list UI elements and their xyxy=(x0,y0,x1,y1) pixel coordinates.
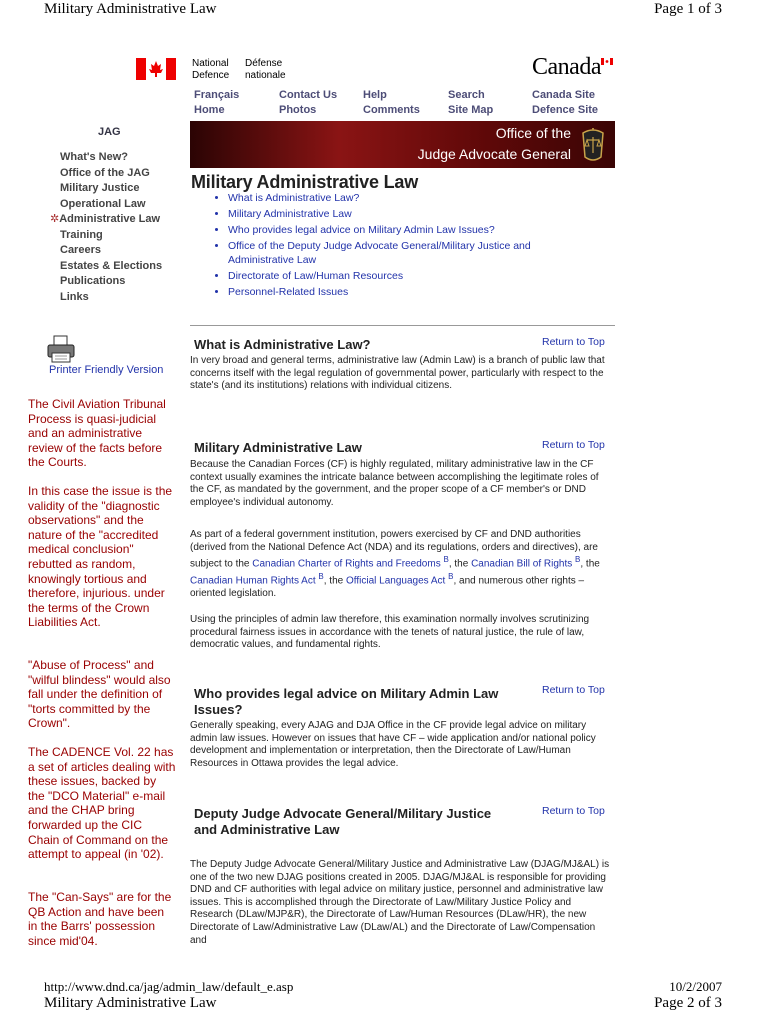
banner-line1: Office of the xyxy=(495,125,571,141)
topnav-sitemap-link[interactable]: Site Map xyxy=(448,104,494,116)
sidebar-nav xyxy=(50,150,163,305)
section-paragraph: Generally speaking, every AJAG and DJA Office in the CF provide legal advice on military admin law issues. However on issues that have CF – wide application and/or national policy development and implementation or interpretation, then the Directorate of Law/Human Resources in Ottawa provides the legal advice. xyxy=(190,720,596,769)
section-paragraph: In very broad and general terms, administrative law (Admin Law) is a branch of public law that concerns itself with the legal regulation of governmental power, particularly with respect to the state's (and its institutions) relations with individual citizens. xyxy=(190,355,605,392)
topnav-francais-link[interactable]: Français xyxy=(194,89,240,101)
sidenote-3: "Abuse of Process" and "wilful blindess" would also fall under the definition of "torts committed by the Crown". xyxy=(28,658,171,731)
section-paragraph: Because the Canadian Forces (CF) is highly regulated, military administrative law in the CF context usually examines the intricate balance between accomplishing the legitimate roles of the CF, as mandated by the government, and the proper scope of a CF member's or DND employee's individual autonomy. xyxy=(190,459,599,508)
printer-icon[interactable] xyxy=(46,334,76,364)
sidebar-title: JAG xyxy=(98,126,121,138)
bill-of-rights-link[interactable]: Canadian Bill of Rights xyxy=(471,558,573,570)
sidebar-item-administrative-law[interactable] xyxy=(50,212,162,228)
section-paragraph: Using the principles of admin law therefore, this examination normally involves scrutinizing procedural fairness issues in accordance with the tenets of natural justice, the rule of law, democratic values, and fundamental rights. xyxy=(190,614,590,651)
topnav-help-link[interactable]: Help xyxy=(363,89,387,101)
dept-en-line2: Defence xyxy=(192,70,230,81)
topnav-contact-link[interactable]: Contact Us xyxy=(279,89,338,101)
topnav-col-4 xyxy=(448,88,493,118)
sidebar-item-careers[interactable]: Careers xyxy=(60,244,101,256)
section-heading: What is Administrative Law? xyxy=(194,337,371,352)
toc-link[interactable]: • Who provides legal advice on Military Admin Law Issues? xyxy=(228,224,588,238)
section-heading: Deputy Judge Advocate General/Military Justice and Administrative Law xyxy=(194,806,492,837)
sidenote-5: The "Can-Says" are for the QB Action and have been in the Barrs' possession since mid'04. xyxy=(28,890,172,948)
paragraph-text: , and numerous other rights – oriented legislation. xyxy=(190,575,585,600)
topnav-defence-site-link[interactable]: Defence Site xyxy=(532,104,599,116)
return-to-top-link[interactable]: Return to Top xyxy=(542,336,605,348)
print-footer-page: Page 2 of 3 xyxy=(654,995,722,1011)
return-to-top-link[interactable]: Return to Top xyxy=(542,805,605,817)
sidebar-item-office[interactable]: Office of the JAG xyxy=(60,166,150,179)
return-to-top-link[interactable]: Return to Top xyxy=(542,684,605,696)
print-footer-url: http://www.dnd.ca/jag/admin_law/default_e.asp xyxy=(44,979,294,994)
topnav-col-5 xyxy=(532,88,598,118)
topnav-col-2 xyxy=(279,88,337,118)
external-badge-icon: B xyxy=(318,572,324,582)
jag-crest-icon xyxy=(577,125,609,163)
toc-link[interactable]: • Directorate of Law/Human Resources xyxy=(228,270,588,284)
sidenote-1: The Civil Aviation Tribunal Process is quasi-judicial and an administrative review of the facts before the Courts. xyxy=(28,397,166,470)
sidenote-2: In this case the issue is the validity of the "diagnostic observations" and the nature of the "accredited medical conclusion" rebutted as random, knowingly tortious and therefore, injurious. under the terms of the Crown Liabilities Act. xyxy=(28,484,173,630)
topnav-search-link[interactable]: Search xyxy=(448,89,485,101)
dept-en-line1: National xyxy=(192,58,229,69)
sidebar-item-military-justice[interactable]: Military Justice xyxy=(60,182,140,194)
topnav-col-1 xyxy=(194,88,239,118)
canada-flag-icon xyxy=(136,58,176,80)
divider xyxy=(190,325,615,326)
human-rights-act-link[interactable]: Canadian Human Rights Act xyxy=(190,575,316,587)
sidebar-item-publications[interactable]: Publications xyxy=(60,275,126,287)
toc-link[interactable]: • Office of the Deputy Judge Advocate General/Military Justice and Administrative Law xyxy=(228,240,588,267)
wordmark-flag-icon xyxy=(601,58,613,65)
topnav-col-3 xyxy=(363,88,420,118)
dept-name-english xyxy=(192,58,229,82)
external-badge-icon: B xyxy=(443,555,449,565)
printer-friendly-link[interactable]: Printer Friendly Version xyxy=(49,364,164,376)
page-title: Military Administrative Law xyxy=(191,172,418,192)
print-header-title: Military Administrative Law xyxy=(44,1,217,17)
external-badge-icon: B xyxy=(575,555,581,565)
sidebar-item-estates[interactable]: Estates & Elections xyxy=(60,259,163,272)
paragraph-text: As part of a federal government institution, powers exercised by CF and DND authorities (derived from the National Defence Act (NDA) and its regulations, orders and directives), are subject to the xyxy=(190,529,598,570)
sidenote-4: The CADENCE Vol. 22 has a set of articles dealing with these issues, backed by the "DCO Material" e-mail and the CHAP bring forwarded up the CIC Chain of Command on the attempt to appeal (in '02). xyxy=(28,745,176,862)
sidebar-item-label: Administrative Law xyxy=(59,213,161,225)
section-heading: Military Administrative Law xyxy=(194,440,362,455)
active-marker-icon: ✲ xyxy=(50,213,60,225)
toc-link[interactable]: • Military Administrative Law xyxy=(228,208,588,222)
topnav-canada-site-link[interactable]: Canada Site xyxy=(532,89,595,101)
toc-link[interactable]: • Personnel-Related Issues xyxy=(228,286,588,300)
print-footer-date: 10/2/2007 xyxy=(669,979,722,994)
canada-wordmark: Canada xyxy=(532,54,601,80)
dept-name-french xyxy=(245,58,286,82)
topnav-home-link[interactable]: Home xyxy=(194,104,225,116)
official-languages-act-link[interactable]: Official Languages Act xyxy=(346,575,446,587)
paragraph-text: , the xyxy=(580,558,600,570)
dept-fr-line1: Défense xyxy=(245,58,283,69)
jag-banner xyxy=(190,121,615,168)
sidebar-item-whats-new[interactable]: What's New? xyxy=(60,151,129,163)
print-header-page: Page 1 of 3 xyxy=(654,1,722,17)
section-paragraph: The Deputy Judge Advocate General/Military Justice and Administrative Law (DJAG/MJ&AL) is one of the two new DJAG positions created in 2005. DJAG/MJ&AL is responsible for providing DND and CF authorities with legal advice on military justice, personnel and administrative law issues. This is accomplished through the Directorate of Law/Military Justice Policy and Research (DLaw/MJP&R), the Directorate of Law/Human Resources (DLaw/HR), the new Directorate of Law/Administrative Law (DLaw/AL) and the Directorate of Law/Compensation and xyxy=(190,859,610,946)
table-of-contents xyxy=(217,192,588,302)
paragraph-text: , the xyxy=(323,575,346,587)
sidebar-item-operational-law[interactable]: Operational Law xyxy=(60,197,146,210)
print-footer-title: Military Administrative Law xyxy=(44,995,217,1011)
external-badge-icon: B xyxy=(448,572,454,582)
dept-fr-line2: nationale xyxy=(245,70,286,81)
sidebar-item-training[interactable]: Training xyxy=(60,228,103,241)
paragraph-text: , the xyxy=(448,558,472,570)
banner-line2: Judge Advocate General xyxy=(417,146,571,162)
return-to-top-link[interactable]: Return to Top xyxy=(542,439,605,451)
topnav-photos-link[interactable]: Photos xyxy=(279,104,317,116)
section-paragraph xyxy=(190,529,613,601)
charter-link[interactable]: Canadian Charter of Rights and Freedoms xyxy=(252,558,441,570)
section-heading: Who provides legal advice on Military Admin Law Issues? xyxy=(194,686,499,717)
sidebar-item-links[interactable]: Links xyxy=(60,290,89,303)
toc-link[interactable]: • What is Administrative Law? xyxy=(228,192,588,206)
topnav-comments-link[interactable]: Comments xyxy=(363,104,420,116)
